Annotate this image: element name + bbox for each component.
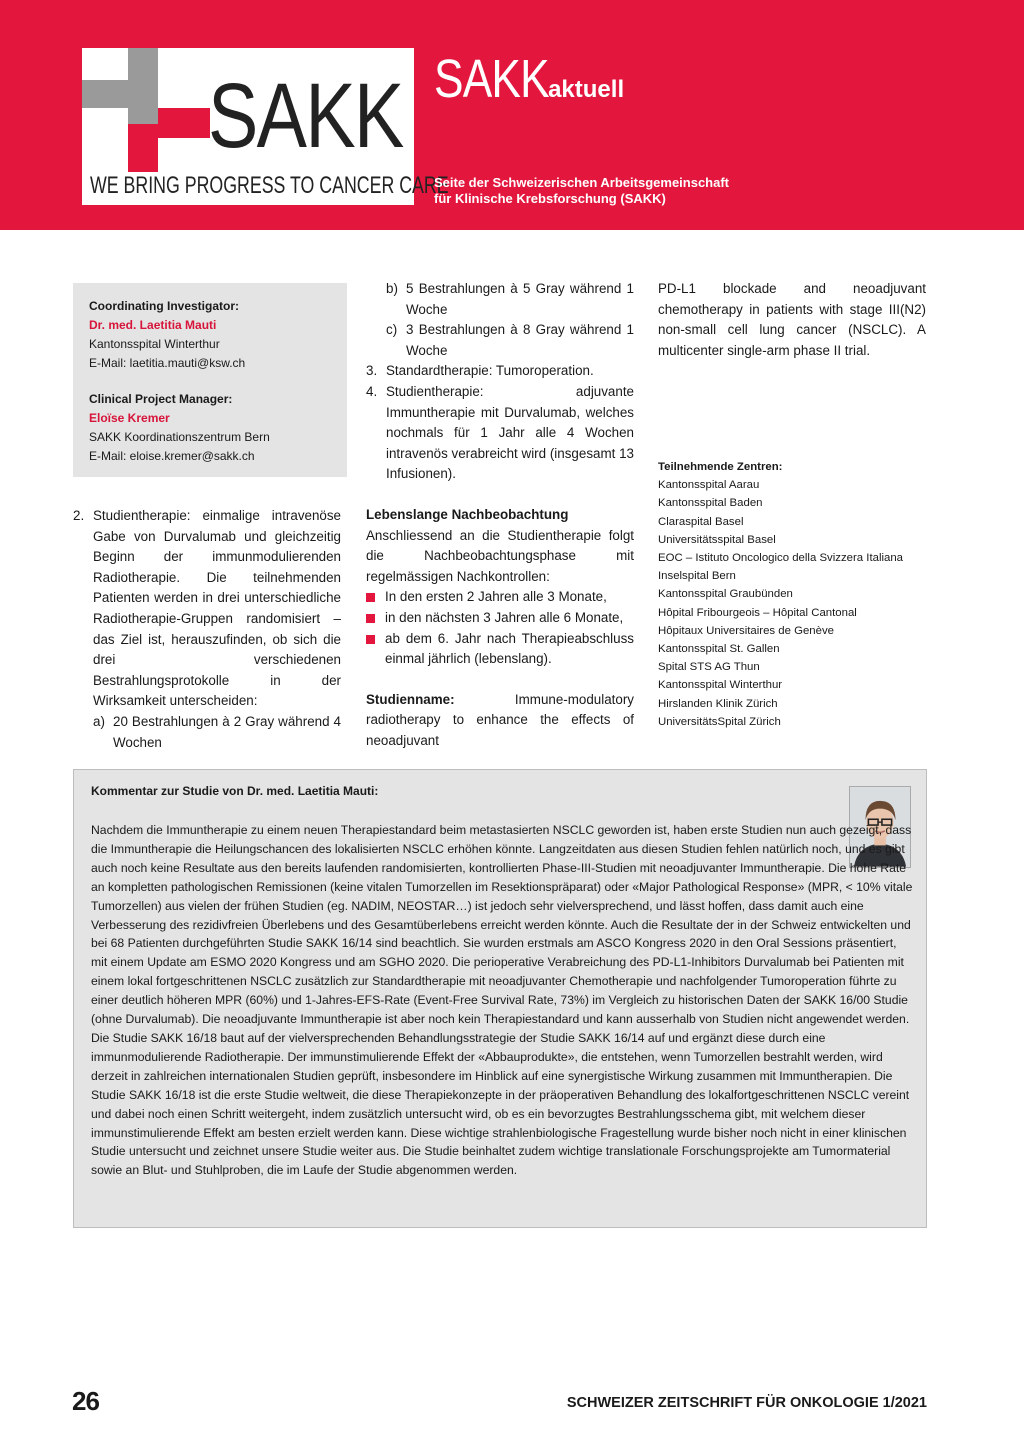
center-item: Kantonsspital Graubünden: [658, 588, 793, 601]
publication-title-main: SAKK: [434, 49, 549, 109]
participating-centers: [658, 458, 926, 731]
logo-cross-red: [128, 124, 158, 172]
list-item-3-text: Standardtherapie: Tumoroperation.: [386, 363, 594, 379]
bullet-item: ab dem 6. Jahr nach Therapieabschluss einmal jährlich (lebenslang).: [366, 629, 634, 670]
logo-cross-gray-vertical: [128, 48, 158, 124]
center-item: Hôpitaux Universitaires de Genève: [658, 624, 835, 637]
pm-email: E-Mail: eloise.kremer@sakk.ch: [89, 449, 255, 463]
comment-body: Nachdem die Immuntherapie zu einem neuen Therapiestandard beim metastasierten NSCLC geworden ist, haben erste Studien nun auch gezeigt, dass die Immuntherapie die Heilungschancen des lokalisierten NSCLC erhöhen könnte. Langzeitdaten aus diesen Studien fehlen natürlich noch, und es gibt auch noch keine Resultate aus den bereits laufenden randomisierten, kontrollierten Phase-III-Studien mit neoadjuvanter Immuntherapie. Die hohe Rate an kompletten pathologischen Remissionen (keine vitalen Tumorzellen im Resektionspräparat) oder «Major Pathological Response» (MPR, < 10% vitale Tumorzellen) aus vielen der frühen Studien (eg. NADIM, NEOSTAR…) ist jedoch sehr vielversprechend, und lässt hoffen, dass damit auch eine Verbesserung des rezidivfreien Überlebens und des Gesamtüberlebens erreicht werden könnte. Auch die Resultate der in der Schweiz entwickelten und bei 68 Patienten durchgeführten Studie SAKK 16/14 sind beachtlich. Sie wurden erstmals am ASCO Kongress 2020 in den Oral Sessions präsentiert, mit einem Update am ESMO 2020 Kongress und am SGHO 2020. Die perioperative Verabreichung des PD-L1-Inhibitors Durvalumab bei Patienten mit einem lokal fortgeschrittenen NSCLC zusätzlich zur Standardtherapie mit neoadjuvanter Chemotherapie und nachfolgender Tumoroperation führte zu einer deutlich höheren MPR (60%) und 1-Jahres-EFS-Rate (Event-Free Survival Rate, 73%) im Vergleich zu historischen Daten der SAKK 16/00 Studie (ohne Durvalumab). Die neoadjuvante Immuntherapie ist aber noch kein Therapiestandard und kann ausserhalb von Studien nicht angewendet werden. Die Studie SAKK 16/18 baut auf der vielversprechenden Behandlungsstrategie der Studie SAKK 16/14 auf und ergänzt diese durch eine immunmodulierende Radiotherapie. Der immunstimulierende Effekt der «Abbauprodukte», die entstehen, wenn Tumorzellen bestrahlt werden, wird derzeit in zahlreichen internationalen Studien geprüft, insbesondere im Hinblick auf eine synergistische Wirkung zusammen mit Immuntherapien. Die Studie SAKK 16/18 ist die erste Studie weltweit, die diese Therapiekonzepte in der präoperativen Behandlung des lokalfortgeschrittenen NSCLC vereint und dabei noch einen Schritt weitergeht, indem zusätzlich untersucht wird, ob es ein bevorzugtes Bestrahlungsschema gibt, mit welchem dieser immunstimulierende Effekt am besten erzielt werden kann. Diese wichtige strahlenbiologische Fragestellung wurde bisher noch nicht in einer klinischen Studie untersucht und zeichnet unsere Studie weiter aus. Die Studie beinhaltet zudem wichtige translationale Forschungsprojekte am Tumormaterial sowie an Blut- und Stuhlproben, die im Laufe der Studie abgenommen werden.: [91, 823, 913, 1178]
publication-subtitle: [434, 175, 729, 207]
bullet-item: In den ersten 2 Jahren alle 3 Monate,: [366, 587, 634, 608]
center-item: Spital STS AG Thun: [658, 661, 760, 674]
logo-tagline: WE BRING PROGRESS TO CANCER CARE: [90, 172, 449, 199]
study-name-text: Immune-modulatory radiotherapy to enhance the effects of neoadjuvant: [366, 691, 634, 748]
logo-wordmark: SAKK: [208, 65, 403, 167]
header-banner: [0, 0, 1024, 230]
center-item: Claraspital Basel: [658, 515, 744, 528]
publication-title-suffix: aktuell: [548, 76, 625, 103]
page-number: 26: [72, 1386, 99, 1416]
list-item-b-text: 5 Bestrahlungen à 5 Gray während 1 Woche: [406, 281, 634, 317]
list-item-b: b) 5 Bestrahlungen à 5 Gray während 1 Woche: [386, 279, 634, 320]
list-item-2: 2. Studientherapie: einmalige intravenöse Gabe von Durvalumab und gleichzeitig Beginn der immunmodulierenden Radiotherapie. Die teilnehmenden Patienten werden in drei unterschiedliche Radiotherapie-Gruppen randomisiert – das Ziel ist, herauszufinden, ob sich die drei verschiedenen Bestrahlungsprotokolle in der Wirksamkeit unterscheiden:: [73, 506, 341, 712]
list-item-c: c) 3 Bestrahlungen à 8 Gray während 1 Woche: [386, 320, 634, 361]
centers-title: Teilnehmende Zentren:: [658, 461, 783, 473]
list-item-3: 3. Standardtherapie: Tumoroperation.: [366, 361, 634, 382]
list-item-a: a) 20 Bestrahlungen à 2 Gray während 4 Wochen: [93, 712, 341, 753]
ci-org: Kantonsspital Winterthur: [89, 337, 220, 351]
ci-name: Dr. med. Laetitia Mauti: [89, 318, 217, 332]
center-item: UniversitätsSpital Zürich: [658, 715, 781, 728]
study-name: [366, 690, 634, 752]
bullet-item: in den nächsten 3 Jahren alle 6 Monate,: [366, 608, 634, 629]
center-item: Kantonsspital Winterthur: [658, 679, 783, 692]
publication-title: [434, 50, 624, 108]
pm-name: Eloïse Kremer: [89, 411, 170, 425]
center-item: Kantonsspital St. Gallen: [658, 643, 780, 656]
logo-cross-red-horizontal: [158, 108, 210, 138]
pm-label: Clinical Project Manager:: [89, 392, 233, 406]
study-name-continued: PD-L1 blockade and neoadjuvant chemotherapy in patients with stage III(N2) non-small cell lung cancer (NSCLC). A multicenter single-arm phase II trial.: [658, 281, 926, 358]
bullet-square-icon: [366, 614, 375, 623]
bullet-square-icon: [366, 635, 375, 644]
study-name-label: Studienname:: [366, 691, 455, 707]
comment-box: [73, 769, 927, 1228]
comment-title: Kommentar zur Studie von Dr. med. Laetitia Mauti:: [91, 784, 379, 798]
center-item: Kantonsspital Aarau: [658, 479, 760, 492]
followup-text: Anschliessend an die Studientherapie folgt die Nachbeobachtungsphase mit regelmässigen Nachkontrollen:: [366, 527, 634, 584]
journal-title: SCHWEIZER ZEITSCHRIFT FÜR ONKOLOGIE 1/2021: [566, 1395, 927, 1411]
list-item-4-text: Studientherapie: adjuvante Immuntherapie mit Durvalumab, welches nochmals für 1 Jahr alle 4 Wochen intravenös verabreicht wird (insgesamt 13 Infusionen).: [386, 383, 634, 482]
column-1: [73, 506, 341, 753]
list-item-a-text: 20 Bestrahlungen à 2 Gray während 4 Wochen: [113, 713, 341, 750]
ci-email: E-Mail: laetitia.mauti@ksw.ch: [89, 356, 246, 370]
center-item: Hirslanden Klinik Zürich: [658, 697, 778, 710]
list-item-c-text: 3 Bestrahlungen à 8 Gray während 1 Woche: [406, 322, 634, 358]
list-item-4: 4. Studientherapie: adjuvante Immuntherapie mit Durvalumab, welches nochmals für 1 Jahr alle 4 Wochen intravenös verabreicht wird (insgesamt 13 Infusionen).: [366, 382, 634, 485]
center-item: Kantonsspital Baden: [658, 497, 763, 510]
center-item: Hôpital Fribourgeois – Hôpital Cantonal: [658, 606, 857, 619]
subtitle-line-1: Seite der Schweizerischen Arbeitsgemeinschaft: [434, 175, 730, 190]
logo-cross-gray: [82, 80, 128, 108]
ci-label: Coordinating Investigator:: [89, 299, 239, 313]
bullet-square-icon: [366, 593, 375, 602]
subtitle-line-2: für Klinische Krebsforschung (SAKK): [434, 191, 666, 206]
sakk-logo: [82, 48, 449, 205]
center-item: Inselspital Bern: [658, 570, 736, 583]
followup-heading: Lebenslange Nachbeobachtung: [366, 506, 569, 522]
center-item: EOC – Istituto Oncologico della Svizzera Italiana: [658, 552, 904, 565]
column-2: [366, 279, 634, 751]
center-item: Universitätsspital Basel: [658, 533, 776, 546]
column-3: [658, 279, 926, 361]
pm-org: SAKK Koordinationszentrum Bern: [89, 430, 270, 444]
contact-box: [73, 283, 347, 477]
list-item-2-text: Studientherapie: einmalige intravenöse Gabe von Durvalumab und gleichzeitig Beginn der immunmodulierenden Radiotherapie. Die teilnehmenden Patienten werden in drei unterschiedliche Radiotherapie-Gruppen randomisiert – das Ziel ist, herauszufinden, ob sich die drei verschiedenen Bestrahlungsprotokolle in der Wirksamkeit unterscheiden:: [93, 508, 341, 709]
